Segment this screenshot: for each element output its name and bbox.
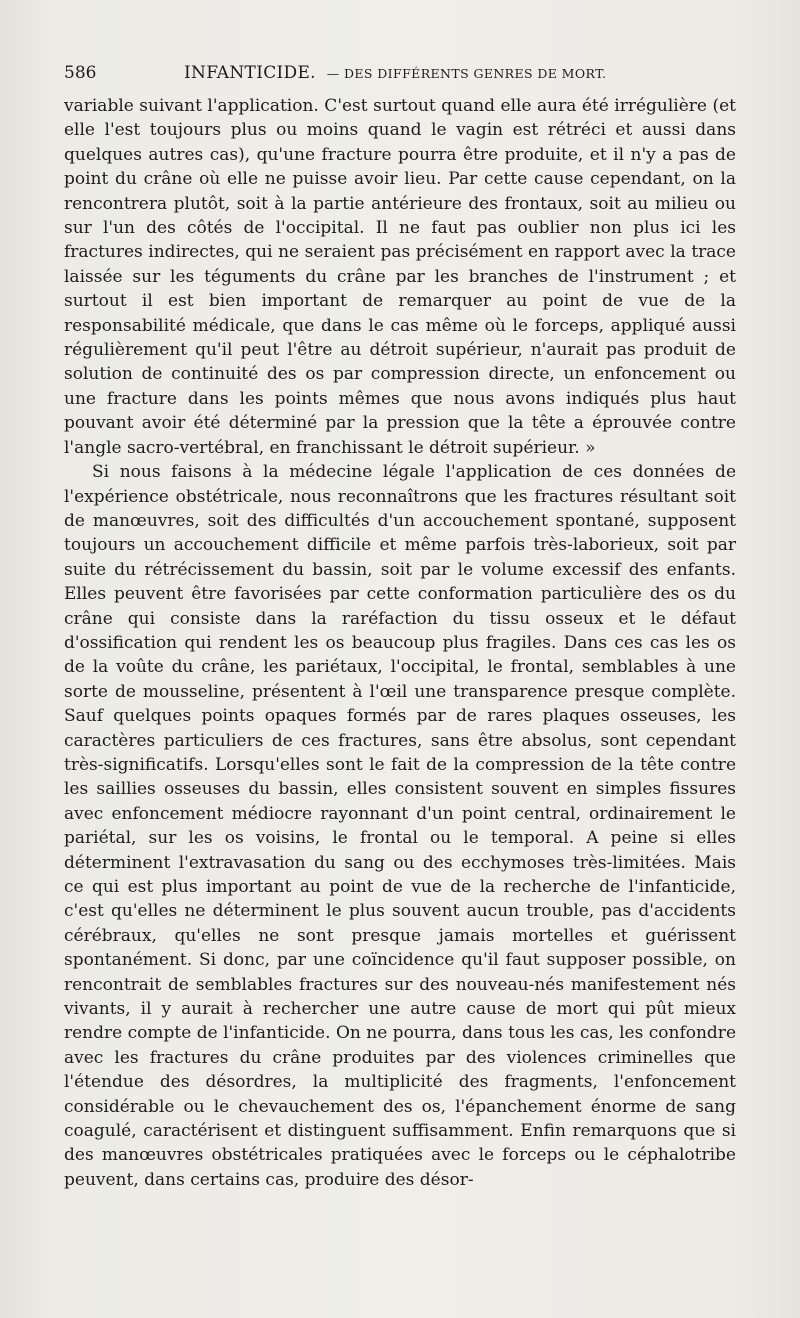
paragraph-1: variable suivant l'application. C'est surtout quand elle aura été irrégulière (et elle l'est toujours plus ou moins quand le vagin est rétréci et aussi dans quelques autres cas), qu'une fracture pourra être produite, et il n'y a pas de point du crâne où elle ne puisse avoir lieu. Par cette cause cependant, on la rencontrera plutôt, soit à la partie antérieure des frontaux, soit au milieu ou sur l'un des côtés de l'occipital. Il ne faut pas oublier non plus ici les fractures indirectes, qui ne seraient pas précisément en rapport avec la trace laissée sur les téguments du crâne par les branches de l'instrument ; et surtout il est bien important de remarquer au point de vue de la responsabilité médicale, que dans le cas même où le forceps, appliqué aussi régulièrement qu'il peut l'être au détroit supérieur, n'aurait pas produit de solution de continuité des os par compression directe, un enfoncement ou une fracture dans les points mêmes que nous avons indiqués plus haut pouvant avoir été déterminé par la pression que la tête a éprouvée contre l'angle sacro-vertébral, en franchissant le détroit supérieur. » <box>64 96 736 458</box>
header-subtitle: — DES DIFFÉRENTS GENRES DE MORT. <box>326 66 607 81</box>
paragraph-2: Si nous faisons à la médecine légale l'application de ces données de l'expérience obstétricale, nous reconnaîtrons que les fractures résultant soit de manœuvres, soit des difficultés d'un accouchement spontané, supposent toujours un accouchement difficile et même parfois très-laborieux, soit par suite du rétrécissement du bassin, soit par le volume excessif des enfants. Elles peuvent être favorisées par cette conformation particulière des os du crâne qui consiste dans la raréfaction du tissu osseux et le défaut d'ossification qui rendent les os beaucoup plus fragiles. Dans ces cas les os de la voûte du crâne, les pariétaux, l'occipital, le frontal, semblables à une sorte de mousseline, présentent à l'œil une transparence presque complète. Sauf quelques points opaques formés par de rares plaques osseuses, les caractères particuliers de ces fractures, sans être absolus, sont cependant très-significatifs. Lorsqu'elles sont le fait de la compression de la tête contre les saillies osseuses du bassin, elles consistent souvent en simples fissures avec enfoncement médiocre rayonnant d'un point central, ordinairement le pariétal, sur les os voisins, le frontal ou le temporal. A peine si elles déterminent l'extravasation du sang ou des ecchymoses très-limitées. Mais ce qui est plus important au point de vue de la recherche de l'infanticide, c'est qu'elles ne déterminent le plus souvent aucun trouble, pas d'accidents cérébraux, qu'elles ne sont presque jamais mortelles et guérissent spontanément. Si donc, par une coïncidence qu'il faut supposer possible, on rencontrait de semblables fractures sur des nouveau-nés manifestement nés vivants, il y aurait à rechercher une autre cause de mort qui pût mieux rendre compte de l'infanticide. On ne pourra, dans tous les cas, les confondre avec les fractures du crâne produites par des violences criminelles que l'étendue des désordres, la multiplicité des fragments, l'enfoncement considérable ou le chevauchement des os, l'épanchement énorme de sang coagulé, caractérisent et distinguent suffisamment. Enfin remarquons que si des manœuvres obstétricales pratiquées avec le forceps ou le céphalotribe peuvent, dans certains cas, produire des désor- <box>64 462 736 1190</box>
body-text <box>64 94 736 1192</box>
page-number: 586 <box>64 63 97 83</box>
running-header <box>64 60 736 87</box>
header-title: INFANTICIDE. <box>184 63 316 83</box>
